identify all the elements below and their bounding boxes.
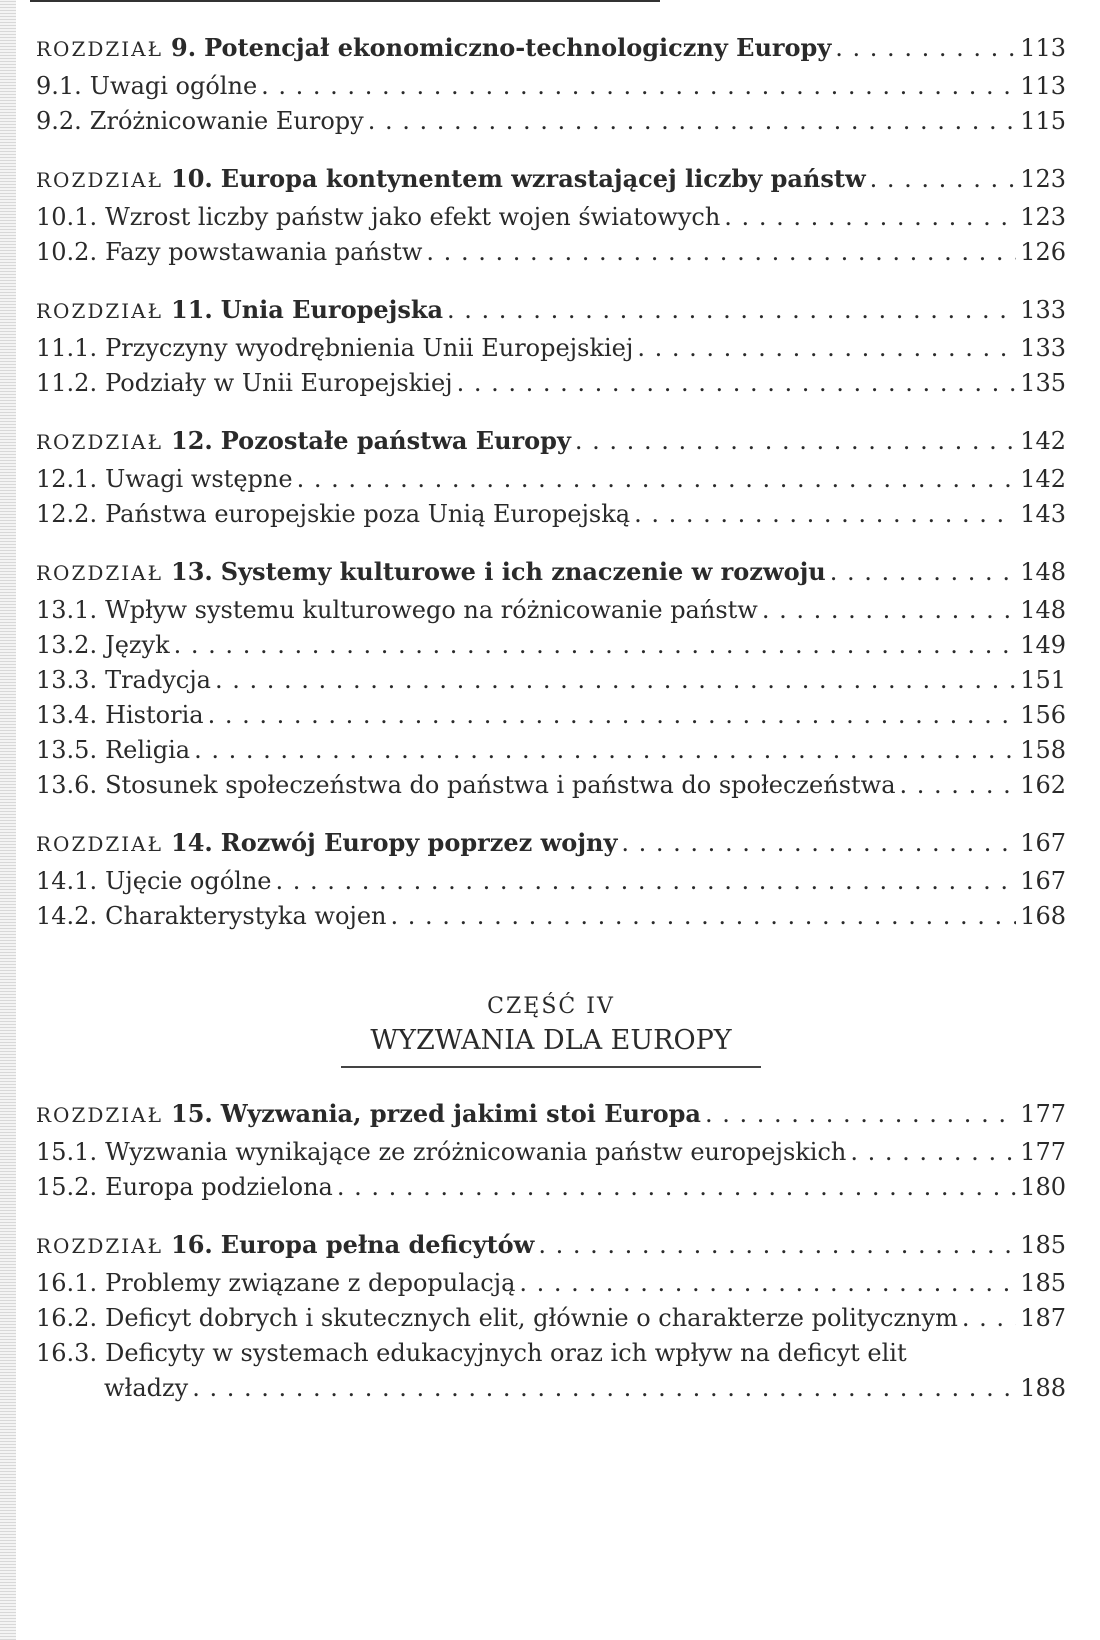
page-number: 162: [1020, 771, 1066, 799]
leader-dots: [194, 733, 1016, 768]
chapter-entry: [36, 825, 1066, 934]
leader-dots: [870, 161, 1017, 197]
chapter-title: Unia Europejska: [220, 295, 444, 324]
part-title: WYZWANIA DLA EUROPY: [370, 1025, 732, 1056]
leader-dots: [208, 698, 1017, 733]
page-number: 149: [1020, 631, 1066, 659]
chapter-entry: [36, 423, 1066, 532]
section-title: Wpływ systemu kulturowego na różnicowanie państw: [105, 596, 758, 624]
section-entry[interactable]: [36, 104, 1066, 139]
page-number: 151: [1020, 666, 1066, 694]
part-label: CZĘŚĆ IV: [487, 994, 615, 1019]
section-entry[interactable]: [36, 663, 1066, 698]
chapters-group-b: [36, 1096, 1066, 1406]
leader-dots: [174, 628, 1017, 663]
page-number: 156: [1020, 701, 1066, 729]
section-entry[interactable]: [36, 462, 1066, 497]
page-number: 148: [1020, 558, 1066, 586]
leader-dots: [575, 423, 1016, 459]
section-number: 16.1.: [36, 1269, 98, 1297]
page-number: 188: [1020, 1374, 1066, 1402]
chapter-title: Pozostałe państwa Europy: [220, 426, 571, 455]
section-number: 15.2.: [36, 1173, 98, 1201]
section-number: 11.2.: [36, 369, 98, 397]
page-number: 148: [1020, 596, 1066, 624]
section-entry[interactable]: [36, 628, 1066, 663]
page-number: 123: [1020, 165, 1066, 193]
part-rule: [341, 1066, 761, 1068]
chapter-number: 11.: [171, 295, 213, 324]
page-number: 123: [1020, 203, 1066, 231]
page-scan-edge: [0, 0, 16, 1640]
section-title: Religia: [105, 736, 191, 764]
section-number: 15.1.: [36, 1138, 98, 1166]
page-number: 113: [1020, 72, 1066, 100]
chapter-entry: [36, 161, 1066, 270]
page-number: 177: [1020, 1100, 1066, 1128]
page-number: 143: [1020, 500, 1066, 528]
section-entry[interactable]: [36, 1266, 1066, 1301]
section-entry[interactable]: [36, 768, 1066, 803]
chapter-keyword: ROZDZIAŁ: [36, 168, 164, 192]
leader-dots: [835, 30, 1016, 66]
section-entry[interactable]: [36, 1170, 1066, 1205]
table-of-contents: [36, 30, 1066, 1428]
page-number: 133: [1020, 334, 1066, 362]
page-number: 180: [1020, 1173, 1066, 1201]
page-number: 142: [1020, 465, 1066, 493]
chapter-keyword: ROZDZIAŁ: [36, 37, 164, 61]
section-number: 10.1.: [36, 203, 98, 231]
section-entry[interactable]: [36, 366, 1066, 401]
chapter-entry: [36, 554, 1066, 803]
leader-dots: [519, 1266, 1016, 1301]
part-heading: [36, 994, 1066, 1068]
page-number: 187: [1020, 1304, 1066, 1332]
chapter-keyword: ROZDZIAŁ: [36, 1103, 164, 1127]
section-number: 16.2.: [36, 1304, 98, 1332]
page-number: 115: [1020, 107, 1066, 135]
page-number: 167: [1020, 867, 1066, 895]
section-number: 13.1.: [36, 596, 98, 624]
chapter-keyword: ROZDZIAŁ: [36, 299, 164, 323]
chapter-keyword: ROZDZIAŁ: [36, 561, 164, 585]
chapter-heading[interactable]: [36, 825, 1066, 862]
page-number: 126: [1020, 238, 1066, 266]
section-title: Wzrost liczby państw jako efekt wojen światowych: [105, 203, 721, 231]
section-entry[interactable]: [36, 235, 1066, 270]
section-entry[interactable]: [36, 1135, 1066, 1170]
chapter-title: Wyzwania, przed jakimi stoi Europa: [220, 1099, 701, 1128]
leader-dots: [447, 292, 1016, 328]
section-entry[interactable]: [36, 1336, 1066, 1406]
chapter-entry: [36, 292, 1066, 401]
leader-dots: [368, 104, 1016, 139]
chapter-heading[interactable]: [36, 1096, 1066, 1133]
chapter-title: Systemy kulturowe i ich znaczenie w rozwoju: [220, 557, 826, 586]
chapter-heading[interactable]: [36, 1227, 1066, 1264]
leader-dots: [900, 768, 1017, 803]
section-number: 9.2.: [36, 107, 82, 135]
leader-dots: [724, 200, 1016, 235]
chapter-heading[interactable]: [36, 161, 1066, 198]
section-number: 14.1.: [36, 867, 98, 895]
chapter-number: 15.: [171, 1099, 213, 1128]
page-number: 168: [1020, 902, 1066, 930]
chapter-heading[interactable]: [36, 423, 1066, 460]
section-entry[interactable]: [36, 200, 1066, 235]
leader-dots: [261, 69, 1016, 104]
section-title: Wyzwania wynikające ze zróżnicowania państw europejskich: [105, 1138, 847, 1166]
chapter-entry: [36, 1096, 1066, 1205]
top-rule: [30, 0, 660, 2]
leader-dots: [426, 235, 1016, 270]
page-number: 142: [1020, 427, 1066, 455]
page-number: 177: [1020, 1138, 1066, 1166]
leader-dots: [830, 554, 1016, 590]
page-number: 158: [1020, 736, 1066, 764]
section-number: 13.6.: [36, 771, 98, 799]
section-entry[interactable]: [36, 899, 1066, 934]
section-number: 9.1.: [36, 72, 82, 100]
chapter-keyword: ROZDZIAŁ: [36, 1234, 164, 1258]
leader-dots: [962, 1301, 1016, 1336]
chapter-number: 12.: [171, 426, 213, 455]
section-number: 13.3.: [36, 666, 98, 694]
chapter-number: 14.: [171, 828, 213, 857]
chapter-heading[interactable]: [36, 292, 1066, 329]
section-number: 14.2.: [36, 902, 98, 930]
section-number: 13.5.: [36, 736, 98, 764]
section-entry[interactable]: [36, 733, 1066, 768]
chapters-group-a: [36, 30, 1066, 934]
section-entry[interactable]: [36, 497, 1066, 532]
section-title: Państwa europejskie poza Unią Europejską: [105, 500, 631, 528]
section-title: Deficyty w systemach edukacyjnych oraz ich wpływ na deficyt elit: [105, 1339, 907, 1367]
chapter-entry: [36, 1227, 1066, 1406]
chapter-heading[interactable]: [36, 30, 1066, 67]
section-entry[interactable]: [36, 69, 1066, 104]
leader-dots: [850, 1135, 1016, 1170]
leader-dots: [637, 331, 1016, 366]
page-number: 113: [1020, 34, 1066, 62]
section-title: Uwagi wstępne: [105, 465, 293, 493]
leader-dots: [276, 864, 1017, 899]
leader-dots: [538, 1227, 1016, 1263]
section-number: 12.2.: [36, 500, 98, 528]
leader-dots: [192, 1371, 1016, 1406]
chapter-title: Potencjał ekonomiczno-technologiczny Europy: [204, 33, 832, 62]
chapter-keyword: ROZDZIAŁ: [36, 832, 164, 856]
section-title: Uwagi ogólne: [89, 72, 258, 100]
section-title: Podziały w Unii Europejskiej: [105, 369, 453, 397]
section-entry[interactable]: [36, 698, 1066, 733]
page-number: 135: [1020, 369, 1066, 397]
section-title: Stosunek społeczeństwa do państwa i państwa do społeczeństwa: [105, 771, 896, 799]
chapter-number: 9.: [171, 33, 197, 62]
section-entry[interactable]: [36, 331, 1066, 366]
section-title: Tradycja: [105, 666, 211, 694]
leader-dots: [337, 1170, 1016, 1205]
section-title: Zróżnicowanie Europy: [89, 107, 364, 135]
leader-dots: [621, 825, 1016, 861]
section-title: Problemy związane z depopulacją: [105, 1269, 516, 1297]
section-number: 16.3.: [36, 1339, 98, 1367]
leader-dots: [634, 497, 1016, 532]
chapter-title: Rozwój Europy poprzez wojny: [220, 828, 618, 857]
section-entry[interactable]: [36, 1301, 1066, 1336]
section-title: Historia: [105, 701, 204, 729]
section-title: Język: [105, 631, 170, 659]
leader-dots: [391, 899, 1017, 934]
section-title: Przyczyny wyodrębnienia Unii Europejskiej: [105, 334, 634, 362]
section-title: Fazy powstawania państw: [105, 238, 423, 266]
section-title-continued: władzy: [104, 1374, 189, 1402]
chapter-heading[interactable]: [36, 554, 1066, 591]
section-entry[interactable]: [36, 593, 1066, 628]
chapter-number: 13.: [171, 557, 213, 586]
section-number: 10.2.: [36, 238, 98, 266]
chapter-title: Europa kontynentem wzrastającej liczby państw: [220, 164, 866, 193]
leader-dots: [705, 1096, 1016, 1132]
section-number: 12.1.: [36, 465, 98, 493]
page-number: 133: [1020, 296, 1066, 324]
chapter-number: 16.: [171, 1230, 213, 1259]
section-title: Charakterystyka wojen: [105, 902, 387, 930]
section-number: 13.2.: [36, 631, 98, 659]
section-title: Europa podzielona: [105, 1173, 333, 1201]
chapter-keyword: ROZDZIAŁ: [36, 430, 164, 454]
page-number: 167: [1020, 829, 1066, 857]
page-number: 185: [1020, 1231, 1066, 1259]
chapter-entry: [36, 30, 1066, 139]
section-title: Deficyt dobrych i skutecznych elit, głównie o charakterze politycznym: [105, 1304, 958, 1332]
leader-dots: [762, 593, 1016, 628]
section-number: 11.1.: [36, 334, 98, 362]
leader-dots: [215, 663, 1016, 698]
section-number: 13.4.: [36, 701, 98, 729]
section-title: Ujęcie ogólne: [105, 867, 272, 895]
leader-dots: [297, 462, 1017, 497]
chapter-number: 10.: [171, 164, 213, 193]
section-entry[interactable]: [36, 864, 1066, 899]
page-number: 185: [1020, 1269, 1066, 1297]
chapter-title: Europa pełna deficytów: [220, 1230, 535, 1259]
leader-dots: [457, 366, 1017, 401]
